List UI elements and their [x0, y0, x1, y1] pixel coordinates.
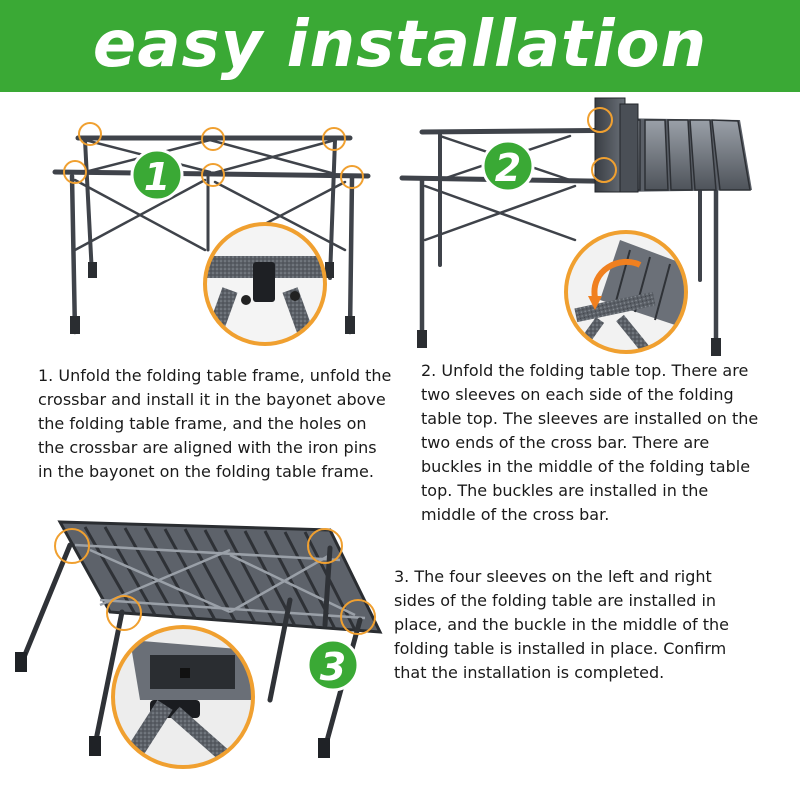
step1-highlight-rings	[64, 123, 363, 188]
banner-title: easy installation	[92, 8, 708, 82]
step1-zoom-detail	[200, 224, 335, 345]
step3-zoom-detail	[110, 625, 260, 775]
step2-zoom-detail	[560, 230, 700, 355]
step2-number: 2	[494, 146, 522, 190]
step1-number: 1	[143, 155, 171, 199]
title-banner	[0, 0, 800, 92]
step3-instructions: 3. The four sleeves on the left and right sides of the folding table are installed in place, and the buckle in the middle of the folding table is installed in place. Confirm that the installation is completed.	[394, 567, 729, 682]
step3-number: 3	[319, 645, 347, 689]
step1-badge	[132, 150, 182, 200]
step1-instructions: 1. Unfold the folding table frame, unfold the crossbar and install it in the bayonet above the folding table frame, and the holes on the crossbar are aligned with the iron pins in the bayonet on the folding table frame.	[38, 366, 392, 481]
step3-badge	[308, 640, 358, 690]
step2-instructions: 2. Unfold the folding table top. There are two sleeves on each side of the folding table top. The sleeves are installed on the two ends of the cross bar. There are buckles in the middle of the folding table top. The buckles are installed in the middle of the cross bar.	[421, 361, 759, 524]
step2-tabletop	[595, 98, 752, 192]
step2-badge	[483, 141, 533, 191]
